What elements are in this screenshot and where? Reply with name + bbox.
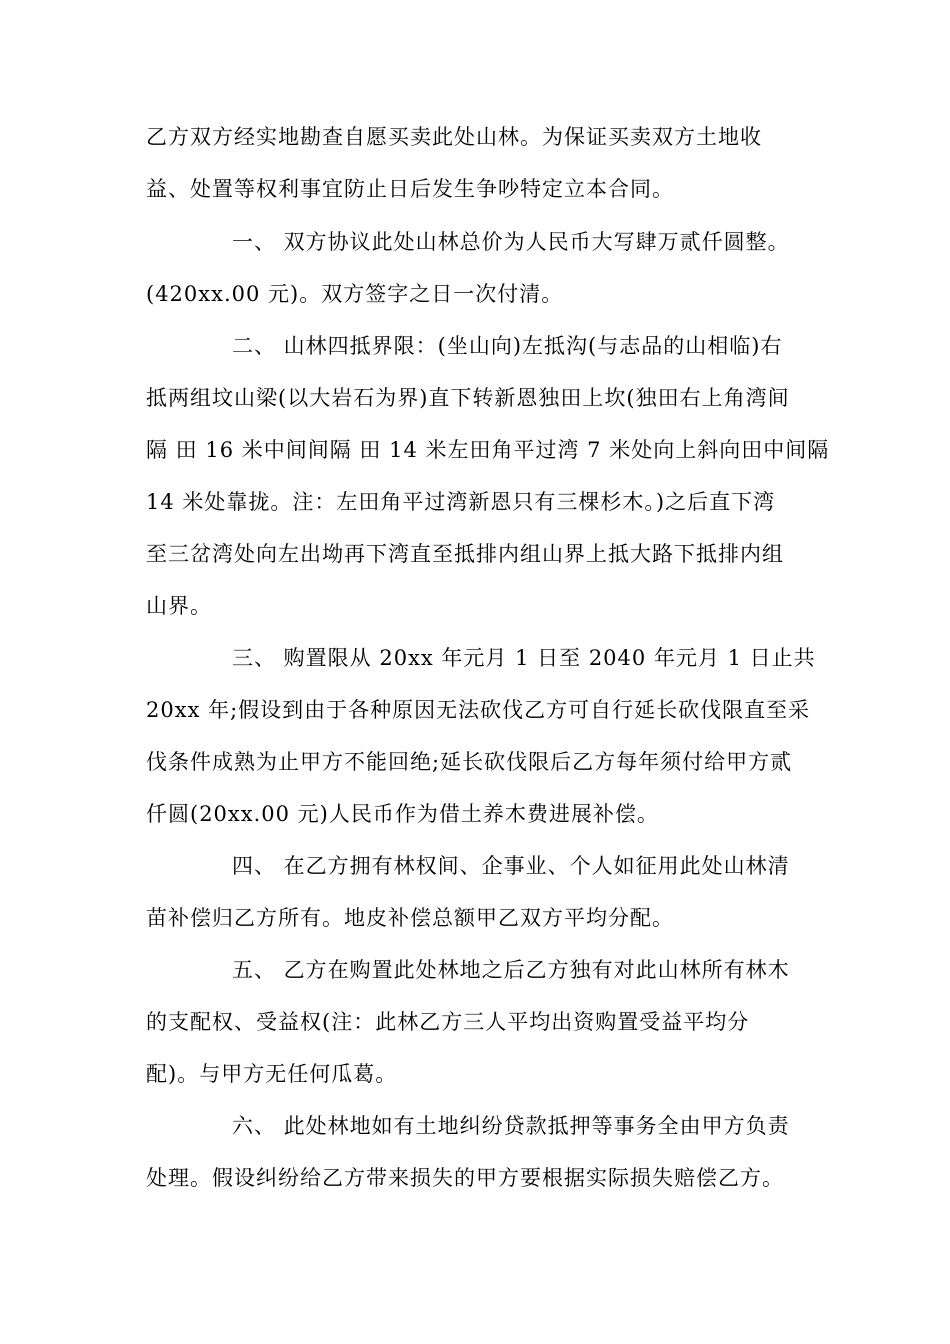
text-line: 益、处置等权利事宜防止日后发生争吵特定立本合同。 bbox=[146, 177, 674, 201]
text-line: 20xx 年;假设到由于各种原因无法砍伐乙方可自行延长砍伐限直至采 bbox=[146, 698, 811, 722]
text-line: 抵两组坟山梁(以大岩石为界)直下转新恩独田上坎(独田右上角湾间 bbox=[146, 386, 790, 410]
text-line: 苗补偿归乙方所有。地皮补偿总额甲乙双方平均分配。 bbox=[146, 906, 674, 930]
clause-3-heading-line: 三、 购置限从 20xx 年元月 1 日至 2040 年元月 1 日止共 bbox=[232, 646, 816, 670]
text-line: 处理。假设纠纷给乙方带来损失的甲方要根据实际损失赔偿乙方。 bbox=[146, 1166, 784, 1190]
text-line: 山界。 bbox=[146, 594, 212, 618]
text-line: 伐条件成熟为止甲方不能回绝;延长砍伐限后乙方每年须付给甲方贰 bbox=[146, 750, 793, 774]
text-line: 至三岔湾处向左出坳再下湾直至抵排内组山界上抵大路下抵排内组 bbox=[146, 542, 784, 566]
clause-2-heading-line: 二、 山林四抵界限：(坐山向)左抵沟(与志品的山相临)右 bbox=[232, 334, 783, 358]
text-line: 隔 田 16 米中间间隔 田 14 米左田角平过湾 7 米处向上斜向田中间隔 bbox=[146, 438, 830, 462]
text-line: 14 米处靠拢。注：左田角平过湾新恩只有三棵杉木。)之后直下湾 bbox=[146, 490, 776, 514]
text-line: 仟圆(20xx.00 元)人民币作为借土养木费进展补偿。 bbox=[146, 802, 659, 826]
clause-6-heading-line: 六、 此处林地如有土地纠纷贷款抵押等事务全由甲方负责 bbox=[232, 1114, 790, 1138]
text-line: 配)。与甲方无任何瓜葛。 bbox=[146, 1062, 398, 1086]
clause-1-heading-line: 一、 双方协议此处山林总价为人民币大写肆万贰仟圆整。 bbox=[232, 230, 790, 254]
text-line: 乙方双方经实地勘查自愿买卖此处山林。为保证买卖双方土地收 bbox=[146, 125, 762, 149]
text-line: (420xx.00 元)。双方签字之日一次付清。 bbox=[146, 282, 564, 306]
clause-5-heading-line: 五、 乙方在购置此处林地之后乙方独有对此山林所有林木 bbox=[232, 958, 790, 982]
text-line: 的支配权、受益权(注：此林乙方三人平均出资购置受益平均分 bbox=[146, 1010, 750, 1034]
clause-4-heading-line: 四、 在乙方拥有林权间、企事业、个人如征用此处山林清 bbox=[232, 854, 790, 878]
